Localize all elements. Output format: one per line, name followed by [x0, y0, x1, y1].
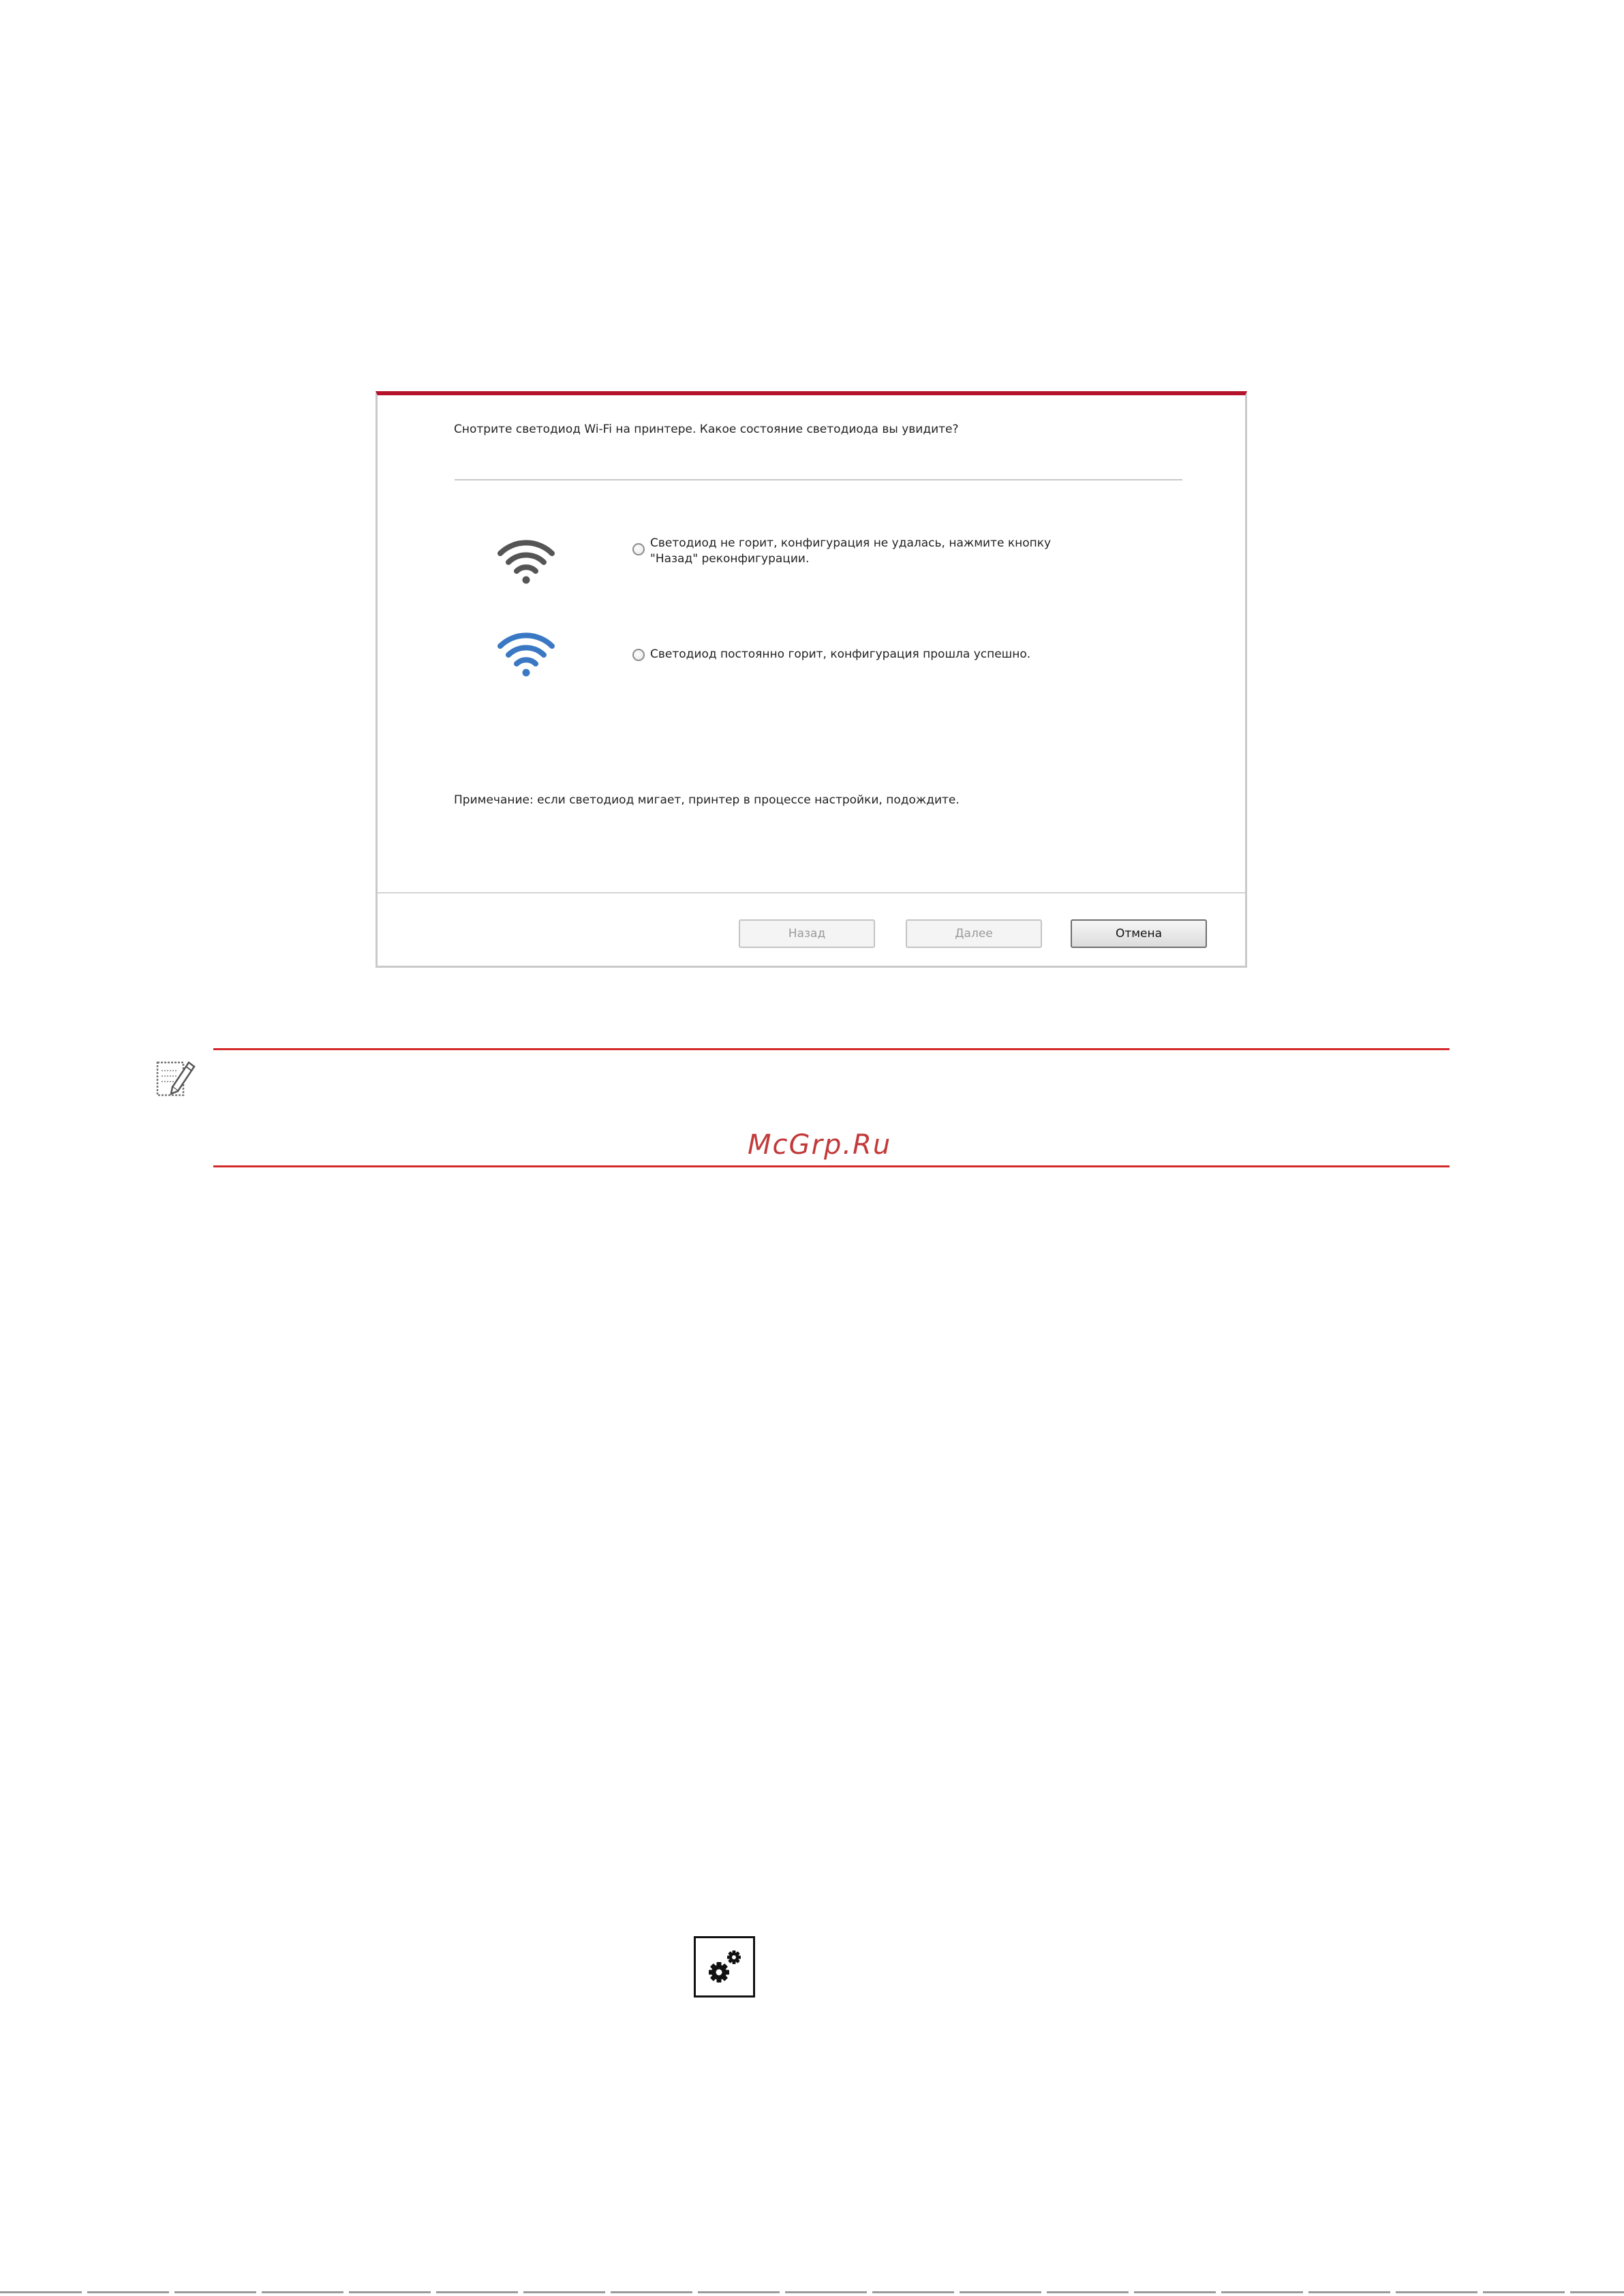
footer-divider	[378, 892, 1245, 893]
settings-icon-box	[694, 1936, 755, 1997]
watermark: McGrp.Ru	[748, 1129, 892, 1161]
next-button[interactable]: Далее	[906, 919, 1042, 948]
dialog-prompt: Снотрите светодиод Wi-Fi на принтере. Какое состояние светодиода вы увидите?	[454, 423, 959, 436]
radio-led-off[interactable]	[632, 543, 645, 555]
wifi-off-icon	[497, 534, 555, 585]
option-led-on-label: Светодиод постоянно горит, конфигурация прошла успешно.	[650, 647, 1031, 661]
option-led-on[interactable]	[632, 647, 1030, 662]
dialog-note: Примечание: если светодиод мигает, принтер в процессе настройки, подождите.	[454, 793, 960, 807]
option-led-off[interactable]	[632, 536, 1051, 567]
wifi-on-icon	[497, 627, 555, 677]
gears-icon	[704, 1946, 745, 1987]
dialog-divider	[455, 479, 1182, 480]
cancel-button[interactable]: Отмена	[1071, 919, 1207, 948]
note-pencil-icon	[153, 1056, 198, 1101]
option-led-off-label: Светодиод не горит, конфигурация не удалась, нажмите кнопку "Назад" реконфигурации.	[650, 536, 1052, 566]
wifi-setup-dialog	[376, 391, 1247, 968]
radio-led-on[interactable]	[632, 649, 645, 661]
back-button[interactable]: Назад	[739, 919, 875, 948]
note-rule-bottom	[213, 1165, 1450, 1167]
page-bottom-rule	[0, 2291, 1624, 2293]
note-rule-top	[213, 1048, 1450, 1050]
